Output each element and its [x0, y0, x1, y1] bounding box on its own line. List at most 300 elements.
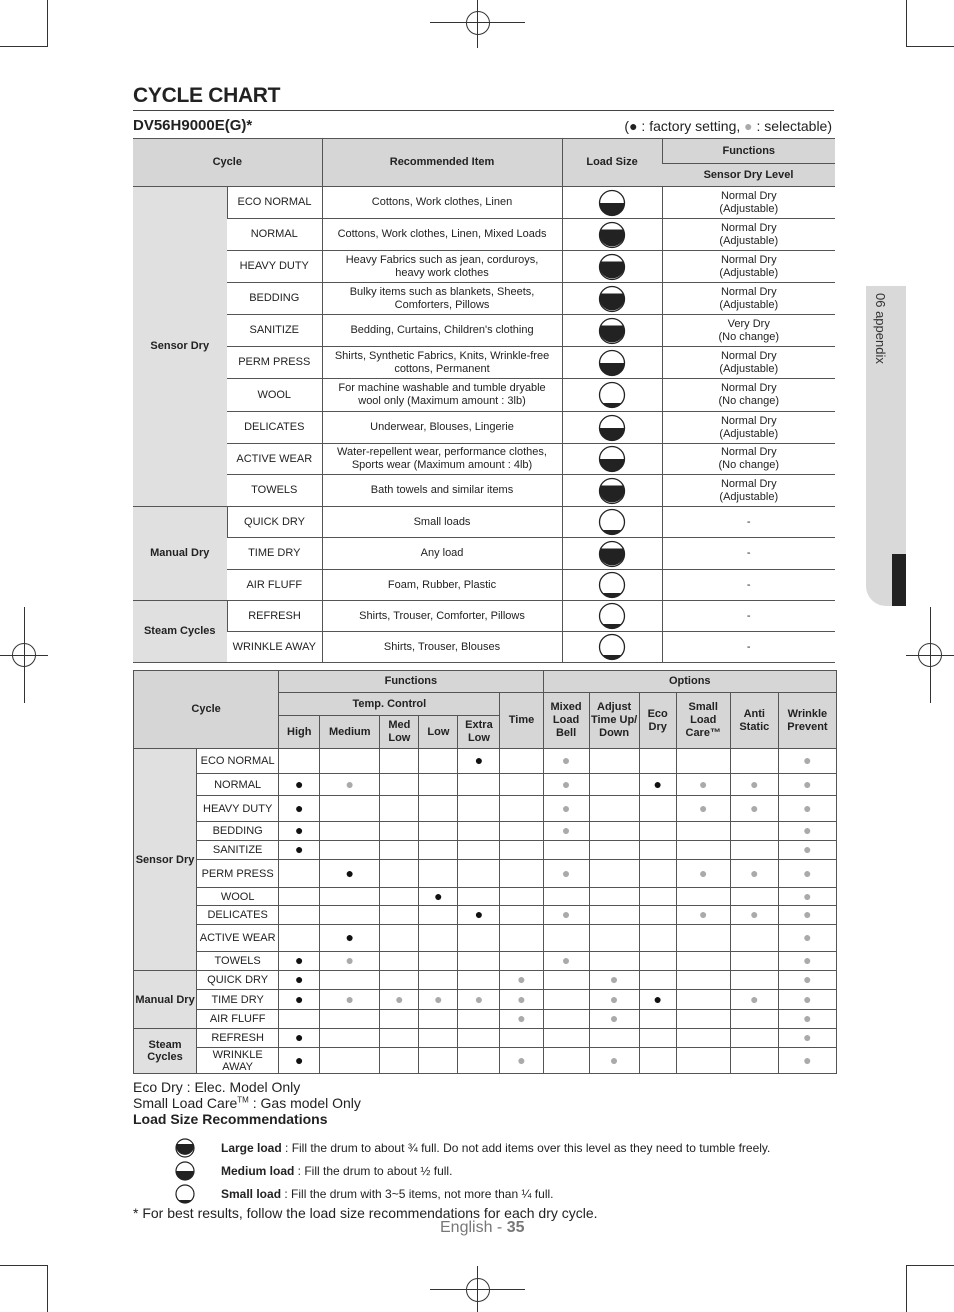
factory-setting-icon: ● — [294, 971, 304, 987]
load-size-cell — [562, 632, 662, 663]
selectable-icon: ● — [699, 906, 708, 922]
mark-cell — [380, 971, 419, 990]
selectable-icon: ● — [803, 952, 812, 968]
sensor-dry-level — [662, 219, 835, 251]
mark-cell — [458, 1029, 500, 1048]
mark-cell — [639, 925, 676, 952]
table-row — [133, 412, 835, 444]
table-row — [134, 796, 837, 822]
mark-cell — [500, 925, 543, 952]
table-row — [134, 749, 837, 774]
mark-cell — [380, 749, 419, 774]
table-row — [134, 906, 837, 925]
mark-cell — [639, 841, 676, 860]
registration-circle — [12, 643, 36, 667]
mark-cell — [589, 774, 639, 796]
crop-mark — [906, 46, 954, 47]
mark-cell — [279, 796, 320, 822]
mark-cell — [500, 860, 543, 888]
mark-cell — [778, 925, 836, 952]
header-small-load-care: Small Load Care™ — [676, 693, 730, 749]
mark-cell — [676, 841, 730, 860]
selectable-icon: ● — [434, 990, 443, 1007]
mark-cell — [419, 860, 458, 888]
large-load-icon — [598, 253, 626, 281]
table-row — [134, 860, 837, 888]
header-adjust-time: Adjust Time Up/ Down — [589, 693, 639, 749]
mark-cell — [320, 822, 380, 841]
mark-cell — [458, 990, 500, 1010]
crop-mark — [0, 46, 48, 47]
header-load-size: Load Size — [562, 139, 662, 187]
mark-cell — [500, 906, 543, 925]
mark-cell — [380, 1029, 419, 1048]
dry-level-note: (Adjustable) — [719, 362, 779, 375]
mark-cell — [320, 860, 380, 888]
mark-cell — [500, 1010, 543, 1029]
mark-cell — [778, 860, 836, 888]
load-size-cell — [562, 444, 662, 475]
selectable-icon: ● — [609, 1051, 619, 1068]
mark-cell — [279, 860, 320, 888]
mark-cell — [676, 990, 730, 1010]
mark-cell — [589, 796, 639, 822]
mark-cell — [380, 796, 419, 822]
mark-cell — [419, 990, 458, 1010]
recommended-item: Water-repellent wear, performance clothes, Sports wear (Maximum amount : 4lb) — [322, 444, 562, 475]
recommended-item: Bath towels and similar items — [322, 475, 562, 507]
factory-setting-icon: ● — [294, 775, 304, 792]
mark-cell — [500, 1029, 543, 1048]
cycle-name: ECO NORMAL — [197, 749, 279, 774]
mark-cell — [676, 952, 730, 971]
mark-cell — [730, 749, 778, 774]
factory-dot-icon: ● — [629, 118, 638, 134]
selectable-icon: ● — [803, 775, 812, 792]
selectable-icon: ● — [803, 971, 812, 987]
load-size-cell — [562, 475, 662, 507]
cycle-name: SANITIZE — [227, 315, 322, 347]
factory-setting-icon: ● — [294, 1051, 304, 1068]
factory-setting-icon: ● — [474, 752, 484, 768]
mark-cell — [500, 990, 543, 1010]
header-cycle: Cycle — [134, 671, 279, 749]
group-label: Manual Dry — [134, 971, 197, 1029]
header-medium: Medium — [320, 716, 380, 749]
mark-cell — [778, 888, 836, 906]
mark-cell — [380, 1010, 419, 1029]
header-functions: Functions — [662, 139, 835, 164]
cycle-name: HEAVY DUTY — [197, 796, 279, 822]
recommended-item: Shirts, Trouser, Blouses — [322, 632, 562, 663]
mark-cell — [543, 774, 589, 796]
mark-cell — [676, 1010, 730, 1029]
cycle-name: TOWELS — [227, 475, 322, 507]
mark-cell — [778, 971, 836, 990]
mark-cell — [458, 971, 500, 990]
mark-cell — [589, 906, 639, 925]
mark-cell — [543, 990, 589, 1010]
small-load-icon — [598, 508, 626, 536]
mark-cell — [320, 906, 380, 925]
best-results-note: * For best results, follow the load size recommendations for each dry cycle. — [133, 1205, 598, 1221]
mark-cell — [419, 1048, 458, 1074]
mark-cell — [778, 990, 836, 1010]
sensor-dry-level — [662, 601, 835, 632]
mark-cell — [320, 925, 380, 952]
mark-cell — [419, 1010, 458, 1029]
mark-cell — [380, 990, 419, 1010]
dry-level: Normal Dry — [720, 189, 777, 202]
mark-cell — [778, 796, 836, 822]
selectable-icon: ● — [474, 990, 484, 1007]
dry-level: Normal Dry — [720, 221, 777, 234]
cycle-name: TIME DRY — [197, 990, 279, 1010]
selectable-icon: ● — [803, 906, 812, 922]
crop-mark — [47, 1265, 48, 1312]
factory-setting-icon: ● — [474, 906, 484, 922]
selectable-icon: ● — [561, 906, 571, 922]
crop-mark — [906, 0, 907, 47]
group-label: Manual Dry — [133, 507, 227, 601]
mark-cell — [676, 925, 730, 952]
mark-cell — [543, 1048, 589, 1074]
load-size-cell — [562, 315, 662, 347]
cycle-name: ACTIVE WEAR — [197, 925, 279, 952]
mark-cell — [639, 749, 676, 774]
selectable-icon: ● — [803, 799, 812, 816]
table-row — [134, 774, 837, 796]
cycle-name: TOWELS — [197, 952, 279, 971]
mark-cell — [543, 925, 589, 952]
mark-cell — [543, 906, 589, 925]
dry-level: - — [746, 515, 751, 528]
dry-level: - — [746, 578, 751, 591]
cycle-name: AIR FLUFF — [197, 1010, 279, 1029]
mark-cell — [419, 1029, 458, 1048]
mark-cell — [500, 822, 543, 841]
mark-cell — [730, 1010, 778, 1029]
selectable-icon: ● — [561, 752, 571, 768]
mark-cell — [778, 1029, 836, 1048]
mark-cell — [458, 796, 500, 822]
model-number: DV56H9000E(G)* — [133, 117, 253, 134]
selectable-icon: ● — [750, 990, 759, 1007]
cycle-name: WOOL — [227, 379, 322, 412]
cycle-name: TIME DRY — [227, 538, 322, 570]
recommended-item: Bedding, Curtains, Children's clothing — [322, 315, 562, 347]
recommended-item: Foam, Rubber, Plastic — [322, 570, 562, 601]
selectable-icon: ● — [803, 822, 812, 838]
dry-level-note: (Adjustable) — [719, 234, 779, 247]
mark-cell — [320, 971, 380, 990]
table-row — [134, 822, 837, 841]
selectable-icon: ● — [395, 990, 404, 1007]
mark-cell — [589, 925, 639, 952]
mark-cell — [543, 971, 589, 990]
cycle-name: BEDDING — [197, 822, 279, 841]
selectable-icon: ● — [750, 799, 759, 816]
mark-cell — [589, 952, 639, 971]
mark-cell — [730, 1029, 778, 1048]
mark-cell — [458, 822, 500, 841]
cycle-name: WRINKLE AWAY — [227, 632, 322, 663]
dry-level: - — [746, 547, 751, 559]
table-row — [133, 475, 835, 507]
mark-cell — [419, 906, 458, 925]
selectable-icon: ● — [609, 990, 619, 1007]
mark-cell — [543, 841, 589, 860]
dry-level-note: (Adjustable) — [719, 427, 779, 440]
large-load-icon — [598, 540, 626, 568]
header-recommended: Recommended Item — [322, 139, 562, 187]
recommended-item: Underwear, Blouses, Lingerie — [322, 412, 562, 444]
dry-level: Normal Dry — [720, 253, 777, 266]
dry-level-note: (Adjustable) — [719, 266, 779, 279]
mark-cell — [639, 796, 676, 822]
mark-cell — [458, 841, 500, 860]
mark-cell — [676, 774, 730, 796]
table-row — [133, 251, 835, 283]
mark-cell — [380, 774, 419, 796]
cycle-name: WRINKLE AWAY — [197, 1048, 279, 1074]
table-row — [133, 187, 835, 219]
mark-cell — [639, 888, 676, 906]
mark-cell — [320, 990, 380, 1010]
load-size-cell — [562, 412, 662, 444]
mark-cell — [419, 841, 458, 860]
cycle-name: NORMAL — [197, 774, 279, 796]
table-row — [133, 632, 835, 663]
cycle-name: QUICK DRY — [227, 507, 322, 538]
mark-cell — [279, 888, 320, 906]
group-label: Steam Cycles — [134, 1029, 197, 1074]
header-wrinkle-prevent: Wrinkle Prevent — [778, 693, 836, 749]
mark-cell — [458, 860, 500, 888]
mark-cell — [543, 952, 589, 971]
recommended-item: Small loads — [322, 507, 562, 538]
mark-cell — [419, 888, 458, 906]
sensor-dry-level — [662, 507, 835, 538]
mark-cell — [639, 860, 676, 888]
mark-cell — [778, 906, 836, 925]
dry-level-note: (Adjustable) — [719, 298, 779, 311]
load-size-cell — [562, 251, 662, 283]
mark-cell — [320, 774, 380, 796]
mark-cell — [589, 822, 639, 841]
table-row — [134, 990, 837, 1010]
recommended-item: For machine washable and tumble dryable wool only (Maximum amount : 3lb) — [322, 379, 562, 412]
mark-cell — [730, 822, 778, 841]
selectable-icon: ● — [750, 864, 759, 881]
mark-cell — [380, 906, 419, 925]
mark-cell — [380, 888, 419, 906]
selectable-icon: ● — [803, 990, 812, 1007]
mark-cell — [458, 774, 500, 796]
mark-cell — [320, 952, 380, 971]
dry-level: Normal Dry — [720, 414, 777, 427]
mark-cell — [279, 990, 320, 1010]
selectable-icon: ● — [561, 952, 571, 968]
mark-cell — [543, 1029, 589, 1048]
table-row — [133, 379, 835, 412]
mark-cell — [279, 925, 320, 952]
mark-cell — [639, 906, 676, 925]
mark-cell — [639, 822, 676, 841]
large-load-icon — [598, 477, 626, 505]
mark-cell — [320, 888, 380, 906]
mark-cell — [730, 860, 778, 888]
header-med-low: Med Low — [380, 716, 419, 749]
small-load-icon — [598, 602, 626, 630]
mark-cell — [279, 906, 320, 925]
selectable-icon: ● — [561, 775, 571, 792]
cycle-name: HEAVY DUTY — [227, 251, 322, 283]
cycle-name: DELICATES — [197, 906, 279, 925]
sensor-dry-level — [662, 412, 835, 444]
sensor-dry-level — [662, 187, 835, 219]
load-size-cell — [562, 507, 662, 538]
recommended-item: Cottons, Work clothes, Linen — [322, 187, 562, 219]
table-row — [133, 347, 835, 379]
mark-cell — [730, 971, 778, 990]
dry-level: Normal Dry — [720, 446, 777, 458]
factory-setting-icon: ● — [345, 929, 355, 945]
dry-level-note: (Adjustable) — [719, 202, 779, 215]
mark-cell — [639, 1010, 676, 1029]
load-size-cell — [562, 379, 662, 412]
selectable-icon: ● — [803, 841, 812, 857]
dry-level: - — [746, 609, 751, 622]
mark-cell — [419, 952, 458, 971]
sensor-dry-level — [662, 632, 835, 663]
small-load-icon — [598, 633, 626, 661]
medium-load-icon — [598, 349, 626, 377]
table-row — [134, 925, 837, 952]
load-size-cell — [562, 187, 662, 219]
load-size-cell — [562, 570, 662, 601]
medium-load-icon — [175, 1161, 195, 1181]
cycle-name: REFRESH — [197, 1029, 279, 1048]
group-label: Sensor Dry — [133, 187, 227, 507]
mark-cell — [279, 971, 320, 990]
mark-cell — [380, 841, 419, 860]
mark-cell — [320, 749, 380, 774]
mark-cell — [778, 1048, 836, 1074]
recommended-item: Shirts, Synthetic Fabrics, Knits, Wrinkle-free cottons, Permanent — [322, 347, 562, 379]
mark-cell — [419, 774, 458, 796]
mark-cell — [639, 774, 676, 796]
header-extra-low: Extra Low — [458, 716, 500, 749]
table-row — [134, 841, 837, 860]
mark-cell — [500, 796, 543, 822]
table-row — [134, 971, 837, 990]
recommended-item: Shirts, Trouser, Comforter, Pillows — [322, 601, 562, 632]
small-load-note: Small Load Care™ : Gas model Only — [133, 1095, 361, 1111]
mark-cell — [279, 952, 320, 971]
selectable-dot-icon: ● — [744, 118, 753, 134]
cycle-name: AIR FLUFF — [227, 570, 322, 601]
dry-level: Normal Dry — [720, 285, 777, 298]
mark-cell — [589, 990, 639, 1010]
factory-setting-icon: ● — [294, 952, 304, 968]
page-footer: English - 35 — [440, 1219, 525, 1236]
cycle-name: WOOL — [197, 888, 279, 906]
header-functions: Functions — [279, 671, 543, 693]
mark-cell — [778, 952, 836, 971]
mark-cell — [500, 749, 543, 774]
header-eco-dry: Eco Dry — [639, 693, 676, 749]
selectable-icon: ● — [803, 864, 812, 881]
selectable-icon: ● — [561, 799, 571, 816]
symbol-legend: (● : factory setting, ● : selectable) — [624, 118, 832, 134]
factory-setting-icon: ● — [294, 799, 304, 816]
mark-cell — [778, 841, 836, 860]
sensor-dry-level — [662, 283, 835, 315]
mark-cell — [458, 925, 500, 952]
large-load-icon — [175, 1138, 195, 1158]
page-title: CYCLE CHART — [133, 84, 281, 107]
header-mixed-load-bell: Mixed Load Bell — [543, 693, 589, 749]
mark-cell — [778, 749, 836, 774]
table-row — [134, 1029, 837, 1048]
selectable-icon: ● — [803, 752, 812, 768]
cycle-name: BEDDING — [227, 283, 322, 315]
mark-cell — [676, 796, 730, 822]
load-size-cell — [562, 538, 662, 570]
large-load-icon — [598, 285, 626, 313]
mark-cell — [500, 841, 543, 860]
small-load-icon — [175, 1184, 195, 1204]
mark-cell — [500, 971, 543, 990]
cycle-name: PERM PRESS — [197, 860, 279, 888]
mark-cell — [730, 990, 778, 1010]
dry-level: Normal Dry — [720, 349, 777, 362]
load-size-cell — [562, 601, 662, 632]
factory-setting-icon: ● — [294, 841, 304, 857]
factory-setting-icon: ● — [294, 822, 304, 838]
page-number: 35 — [506, 1219, 525, 1236]
mark-cell — [778, 822, 836, 841]
factory-setting-icon: ● — [653, 775, 662, 792]
selectable-icon: ● — [517, 1010, 526, 1026]
mark-cell — [639, 971, 676, 990]
recommended-item: Bulky items such as blankets, Sheets, Comforters, Pillows — [322, 283, 562, 315]
crop-mark — [906, 1265, 954, 1266]
mark-cell — [500, 774, 543, 796]
factory-setting-icon: ● — [294, 990, 304, 1007]
mark-cell — [380, 952, 419, 971]
header-anti-static: Anti Static — [730, 693, 778, 749]
crop-mark — [906, 1265, 907, 1312]
recommended-item: Cottons, Work clothes, Linen, Mixed Loads — [322, 219, 562, 251]
factory-setting-icon: ● — [294, 1029, 304, 1045]
large-load-icon — [598, 221, 626, 249]
mark-cell — [279, 841, 320, 860]
mark-cell — [279, 1048, 320, 1074]
cycle-name: REFRESH — [227, 601, 322, 632]
table-row — [133, 601, 835, 632]
mark-cell — [543, 749, 589, 774]
mark-cell — [320, 1048, 380, 1074]
mark-cell — [730, 1048, 778, 1074]
selectable-icon: ● — [699, 775, 708, 792]
dry-level: Very Dry — [727, 317, 770, 330]
medium-load-icon — [598, 445, 626, 473]
header-sensor-dry-level: Sensor Dry Level — [662, 164, 835, 187]
selectable-icon: ● — [609, 1010, 619, 1026]
side-tab-label: 06 appendix — [873, 293, 888, 364]
